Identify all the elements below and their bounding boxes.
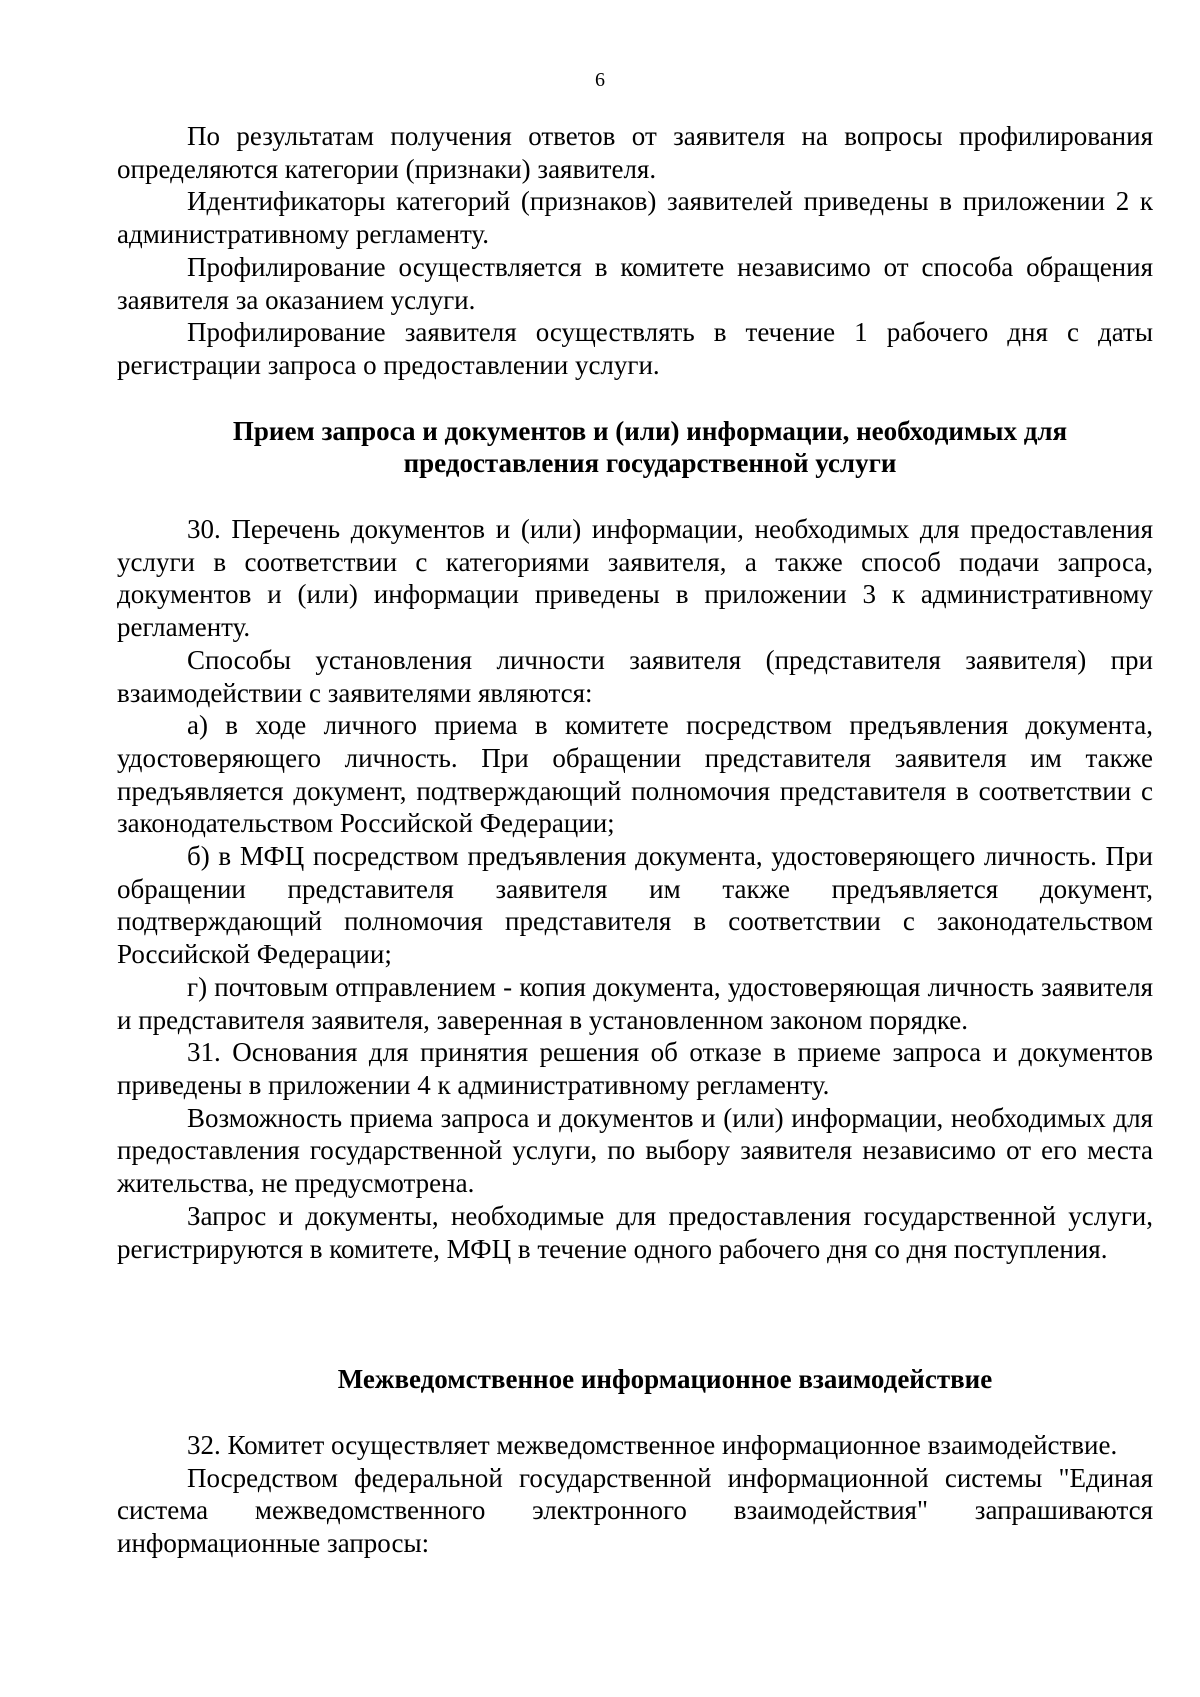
paragraph-item-31: 31. Основания для принятия решения об отказе в приеме запроса и документов приведены в приложении 4 к административному регламенту. — [117, 1037, 1153, 1100]
paragraph-profiling-committee: Профилирование осуществляется в комитете независимо от способа обращения заявителя за оказанием услуги. — [117, 251, 1153, 315]
paragraph-item-32: 32. Комитет осуществляет межведомственное информационное взаимодействие. — [187, 1429, 1118, 1460]
document-body — [117, 120, 1153, 1560]
paragraph-category-identifiers: Идентификаторы категорий (признаков) заявителей приведены в приложении 2 к административному регламенту. — [117, 186, 1153, 250]
paragraph-identity-methods: Способы установления личности заявителя (представителя заявителя) при взаимодействии с заявителями являются: — [117, 644, 1153, 708]
paragraph-smev-requests: Посредством федеральной государственной информационной системы "Единая система межведомственного электронного взаимодействия" запрашиваются информационные запросы: — [117, 1462, 1153, 1559]
section-heading-line: предоставления государственной услуги — [403, 448, 897, 479]
page-number: 6 — [595, 69, 605, 91]
section-heading-line: Прием запроса и документов и (или) информации, необходимых для — [232, 415, 1068, 446]
paragraph-profiling-deadline: Профилирование заявителя осуществлять в течение 1 рабочего дня с даты регистрации запроса о предоставлении услуги. — [117, 317, 1153, 380]
section-heading-interagency: Межведомственное информационное взаимодействие — [337, 1364, 993, 1395]
section-heading-request-reception — [117, 415, 1153, 480]
paragraph-item-30: 30. Перечень документов и (или) информации, необходимых для предоставления услуги в соответствии с категориями заявителя, а также способ подачи запроса, документов и (или) информации приведены в приложении 3 к административному регламенту. — [117, 514, 1153, 643]
paragraph-profiling-results: По результатам получения ответов от заявителя на вопросы профилирования определяются категории (признаки) заявителя. — [117, 121, 1153, 184]
paragraph-option-g: г) почтовым отправлением - копия документа, удостоверяющая личность заявителя и представителя заявителя, заверенная в установленном законом порядке. — [117, 971, 1153, 1035]
paragraph-option-a: а) в ходе личного приема в комитете посредством предъявления документа, удостоверяющего личность. При обращении представителя заявителя им также предъявляется документ, подтверждающий полномочия представителя в соответствии с законодательством Российской Федерации; — [117, 710, 1153, 839]
paragraph-registration: Запрос и документы, необходимые для предоставления государственной услуги, регистрируются в комитете, МФЦ в течение одного рабочего дня со дня поступления. — [117, 1200, 1153, 1264]
paragraph-option-b: б) в МФЦ посредством предъявления документа, удостоверяющего личность. При обращении представителя заявителя им также предъявляется документ, подтверждающий полномочия представителя в соответствии с законодательством Российской Федерации; — [117, 841, 1153, 970]
paragraph-extraterritorial: Возможность приема запроса и документов и (или) информации, необходимых для предоставления государственной услуги, по выбору заявителя независимо от его места жительства, не предусмотрена. — [117, 1102, 1153, 1199]
